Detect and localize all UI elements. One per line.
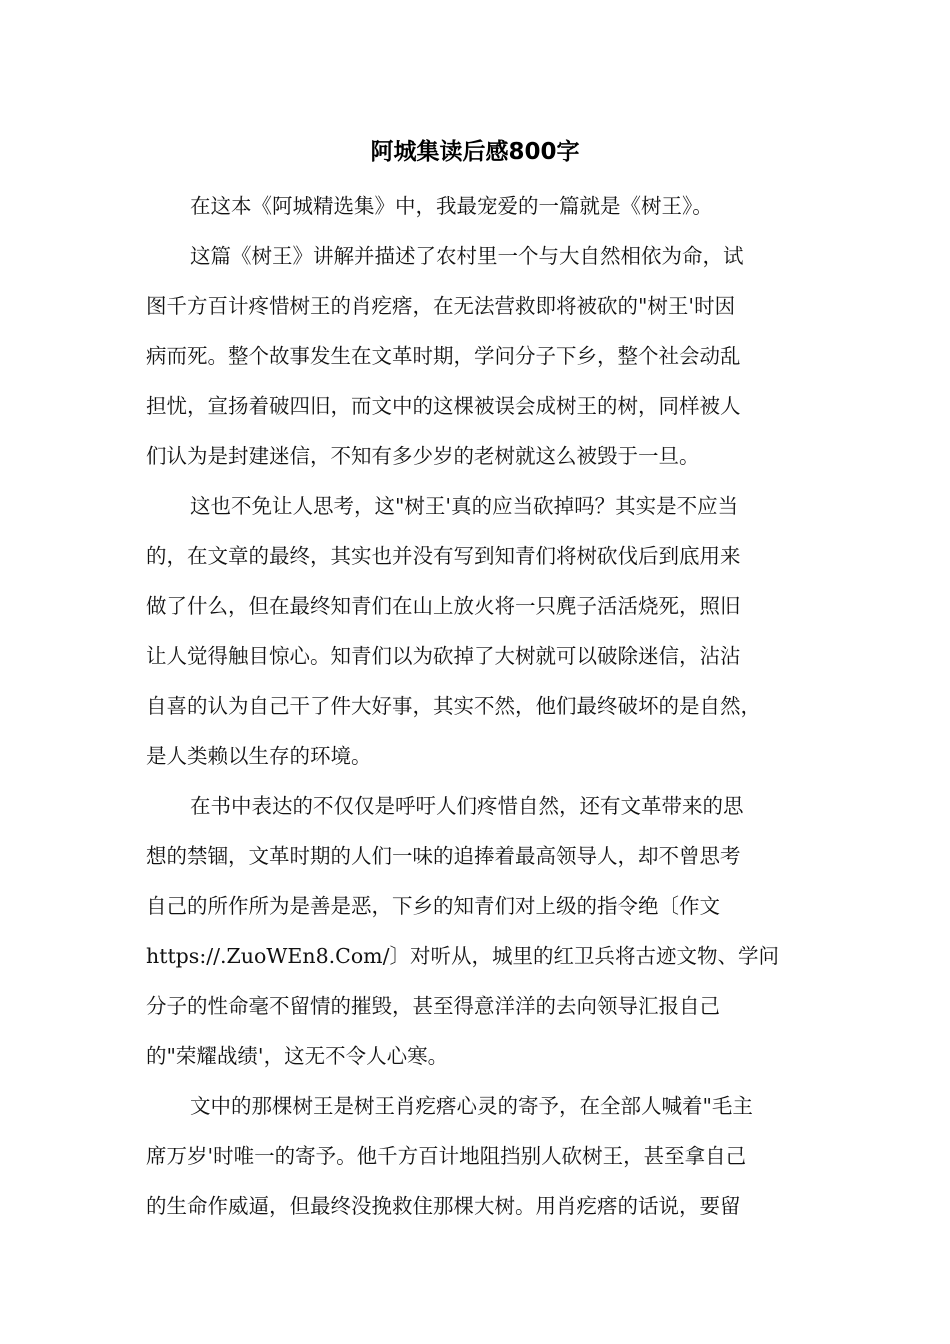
text-line: 自喜的认为自己干了件大好事，其实不然，他们最终破坏的是自然，: [146, 694, 761, 718]
text-line: 做了什么，但在最终知青们在山上放火将一只麂子活活烧死，照旧: [146, 594, 741, 618]
text-line: 在书中表达的不仅仅是呼吁人们疼惜自然，还有文革带来的思: [190, 794, 744, 818]
document-body: [146, 181, 814, 1231]
text-line: 病而死。整个故事发生在文革时期，学问分子下乡，整个社会动乱: [146, 344, 741, 368]
text-line: 这篇《树王》讲解并描述了农村里一个与大自然相依为命，试: [190, 244, 744, 268]
paragraph-5: [146, 1081, 814, 1231]
text-line: 分子的性命毫不留情的摧毁，甚至得意洋洋的去向领导汇报自己: [146, 994, 720, 1018]
text-line: 让人觉得触目惊心。知青们以为砍掉了大树就可以破除迷信，沾沾: [146, 644, 741, 668]
text-line: 的生命作威逼，但最终没挽救住那棵大树。用肖疙瘩的话说，要留: [146, 1194, 741, 1218]
paragraph-4: [146, 781, 814, 1081]
paragraph-3: [146, 481, 814, 781]
document-title: 阿城集读后感800字: [370, 139, 580, 165]
text-line: 文中的那棵树王是树王肖疙瘩心灵的寄予，在全部人喊着"毛主: [190, 1094, 753, 1118]
text-line: 在这本《阿城精选集》中，我最宠爱的一篇就是《树王》。: [190, 194, 713, 218]
text-line: 自己的所作所为是善是恶，下乡的知青们对上级的指令绝〔作文: [146, 894, 720, 918]
text-line: 席万岁'时唯一的寄予。他千方百计地阻挡别人砍树王，甚至拿自己: [146, 1144, 747, 1168]
text-line: 这也不免让人思考，这"树王'真的应当砍掉吗？其实是不应当: [190, 494, 739, 518]
text-line: https://.ZuoWEn8.Com/〕对听从，城里的红卫兵将古迹文物、学问: [146, 944, 780, 968]
text-line: 图千方百计疼惜树王的肖疙瘩，在无法营救即将被砍的"树王'时因: [146, 294, 736, 318]
text-line: 是人类赖以生存的环境。: [146, 744, 372, 768]
text-line: 们认为是封建迷信，不知有多少岁的老树就这么被毁于一旦。: [146, 444, 700, 468]
paragraph-2: [146, 231, 814, 481]
paragraph-1: [146, 181, 814, 231]
text-line: 想的禁锢，文革时期的人们一味的追捧着最高领导人，却不曾思考: [146, 844, 741, 868]
text-line: 的，在文章的最终，其实也并没有写到知青们将树砍伐后到底用来: [146, 544, 741, 568]
text-line: 担忧，宣扬着破四旧，而文中的这棵被误会成树王的树，同样被人: [146, 394, 741, 418]
text-line: 的"荣耀战绩'，这无不令人心寒。: [146, 1044, 449, 1068]
